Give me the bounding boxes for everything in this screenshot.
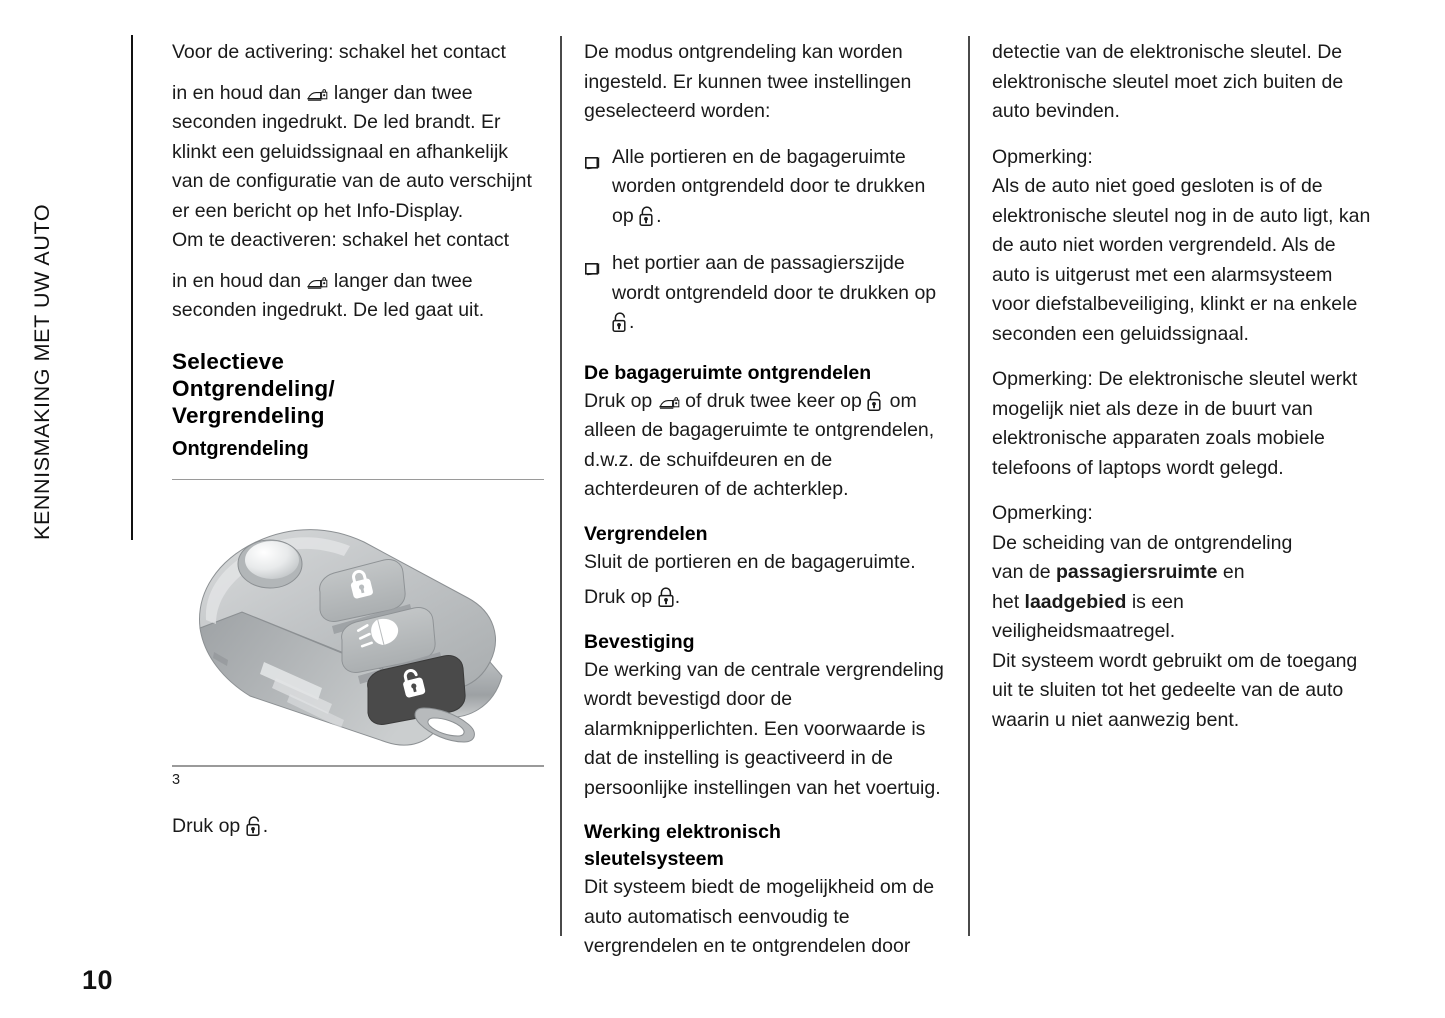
note-3-line-4: veiligheidsmaatregel. (992, 620, 1176, 642)
note-3-line-5: Dit systeem wordt gebruikt om de toegang uit te sluiten tot het gedeelte van de auto waarin u niet aanwezig bent. (992, 649, 1358, 731)
figure-key-fob (172, 479, 544, 790)
heading-ontgrendeling: Ontgrendeling (172, 437, 309, 460)
column-divider-1 (560, 36, 562, 936)
column-divider-2 (968, 36, 970, 936)
bullet-square-icon (585, 256, 600, 269)
vergrendelen-text-2: . (674, 586, 681, 608)
car-boot-unlock-icon (658, 396, 680, 412)
note-3-label: Opmerking: (992, 502, 1093, 524)
paragraph-activering-2 (172, 79, 544, 227)
note-3-line-2-prefix: van de (992, 561, 1056, 583)
page-number: 10 (82, 965, 114, 995)
vergrendelen-text-1: Druk op (584, 586, 653, 608)
heading-vergrendelen: Vergrendelen (584, 522, 708, 545)
heading-bagageruimte-ontgrendelen: De bagageruimte ontgrendelen (584, 361, 872, 384)
heading-line-1: Selectieve (172, 348, 285, 374)
heading-werking-line-1: Werking elektronisch (584, 821, 781, 843)
note-2-body: De elektronische sleutel werkt mogelijk niet als deze in de buurt van elektronische apparaten zoals mobiele telefoons of laptops wordt gelegd. (992, 368, 1358, 479)
activering-text-3: langer dan twee seconden ingedrukt. De led brandt. Er klinkt een geluidssignaal en afhankelijk van de configuratie van de auto verschijnt er een bericht op het Info-Display. (172, 81, 532, 222)
note-3-line-3-suffix: is een (1126, 590, 1184, 613)
note-1 (992, 143, 1372, 350)
car-boot-unlock-icon (306, 276, 328, 292)
note-2-label: Opmerking: (992, 368, 1093, 390)
left-column (172, 38, 544, 841)
running-head-text: KENNISMAKING MET UW AUTO (30, 203, 54, 540)
figure-number: 3 (172, 771, 181, 788)
running-head-rule (131, 35, 133, 540)
note-3-line-2-suffix: en (1217, 561, 1245, 583)
paragraph-werking: Dit systeem biedt de mogelijkheid om de auto automatisch eenvoudig te vergrendelen en te ontgrendelen door (584, 876, 935, 957)
paragraph-detectie: detectie van de elektronische sleutel. De elektronische sleutel moet zich buiten de auto bevinden. (992, 41, 1344, 122)
padlock-open-icon (867, 391, 884, 412)
bagageruimte-text-1: Druk op (584, 389, 653, 412)
running-head (0, 35, 58, 540)
note-2 (992, 365, 1372, 483)
heading-line-2: Ontgrendeling/ (172, 375, 335, 401)
paragraph-activering (172, 38, 544, 68)
heading-bevestiging: Bevestiging (584, 630, 695, 653)
padlock-closed-icon (658, 587, 675, 608)
paragraph-bevestiging: De werking van de centrale vergrendeling wordt bevestigd door de alarmknipperlichten. Een voorwaarde is dat de instelling is geactiveerd in de persoonlijke instellingen van het voertuig. (584, 658, 944, 799)
paragraph-deactiveren-1 (172, 226, 544, 256)
list-item (584, 143, 950, 232)
list-item-text: het portier aan de passagierszijde wordt ontgrendeld door te drukken op (612, 252, 937, 304)
padlock-open-icon (246, 816, 263, 837)
padlock-open-icon (639, 206, 656, 227)
figure-image (172, 480, 544, 765)
figure-caption-prefix: Druk op (172, 814, 241, 837)
paragraph-modus-intro: De modus ontgrendeling kan worden ingesteld. Er kunnen twee instellingen geselecteerd worden: (584, 41, 912, 122)
paragraph-deactiveren-2 (172, 267, 544, 326)
paragraph-bagageruimte (584, 387, 950, 505)
note-3-bold-passagiersruimte: passagiersruimte (1055, 561, 1218, 583)
bagageruimte-text-2: of druk twee keer op (685, 389, 862, 412)
heading-werking-line-2: sleutelsysteem (584, 848, 724, 870)
activering-text-1: Voor de activering: schakel het contact (172, 41, 506, 63)
paragraph-vergrendelen-1: Sluit de portieren en de bagageruimte. (584, 550, 916, 573)
list-item-text-after: . (656, 204, 662, 227)
middle-column (584, 38, 950, 962)
heading-selectieve (172, 348, 544, 429)
deactiveren-text-1: Om te deactiveren: schakel het contact (172, 229, 510, 251)
list-item-text-after: . (629, 311, 635, 333)
list-item (584, 249, 950, 338)
deactiveren-text-3: langer dan twee seconden ingedrukt. De led gaat uit. (172, 269, 485, 321)
note-3-line-3-prefix: het (992, 590, 1025, 613)
heading-line-3: Vergrendeling (172, 402, 325, 428)
settings-list (584, 143, 950, 338)
note-3 (992, 499, 1372, 735)
note-1-body: Als de auto niet goed gesloten is of de elektronische sleutel nog in de auto ligt, kan de auto niet worden vergrendeld. Als de auto is uitgerust met een alarmsysteem voor diefstalbeveiliging, klinkt er na enkele seconden een geluidssignaal. (992, 175, 1371, 345)
bullet-square-icon (585, 150, 600, 163)
figure-caption (172, 812, 544, 842)
bagageruimte-text-3: om alleen de bagageruimte te ontgrendelen, d.w.z. de schuifdeuren en de achterdeuren of de achterklep. (584, 389, 935, 500)
activering-text-2: in en houd dan (172, 81, 302, 104)
note-1-label: Opmerking: (992, 145, 1093, 168)
list-item-text: Alle portieren en de bagageruimte worden ontgrendeld door te drukken op (612, 145, 926, 227)
heading-werking-sleutelsysteem (584, 819, 950, 873)
padlock-open-icon (612, 312, 629, 333)
paragraph-vergrendelen-2 (584, 583, 950, 613)
car-boot-unlock-icon (306, 88, 328, 104)
note-3-bold-laadgebied: laadgebied (1024, 590, 1127, 613)
figure-caption-suffix: . (262, 814, 269, 837)
right-column (992, 38, 1372, 735)
deactiveren-text-2: in en houd dan (172, 269, 302, 292)
note-3-line-1: De scheiding van de ontgrendeling (992, 531, 1293, 554)
